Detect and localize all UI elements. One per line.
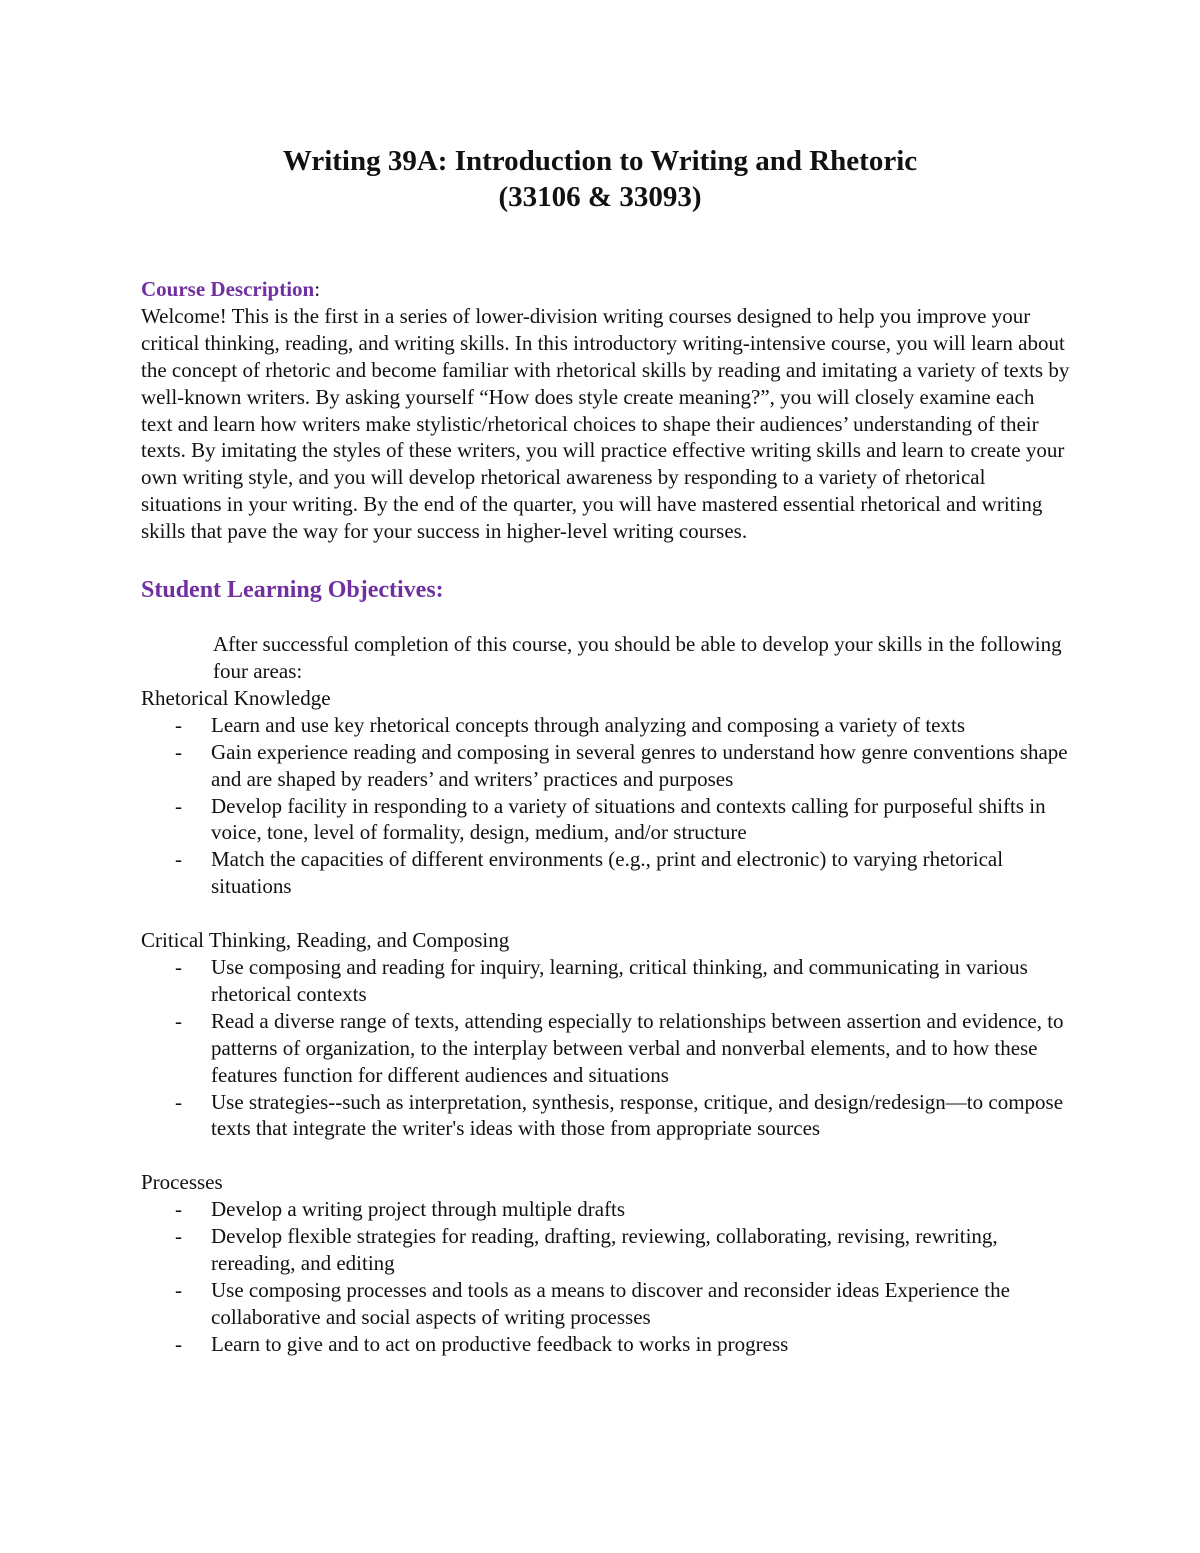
- list-item: [141, 1223, 1071, 1277]
- list-item-text: Learn to give and to act on productive feedback to works in progress: [211, 1331, 789, 1356]
- list-item: [141, 739, 1071, 793]
- bullet-dash: -: [175, 712, 182, 737]
- list-item: [141, 954, 1071, 1008]
- list-item-text: Learn and use key rhetorical concepts through analyzing and composing a variety of texts: [211, 712, 965, 737]
- list-item: [141, 712, 1071, 739]
- list-item: [141, 793, 1071, 847]
- section-label: Rhetorical Knowledge: [141, 685, 331, 710]
- objective-section-critical-thinking: [141, 927, 1071, 1142]
- list-item: [141, 1277, 1071, 1331]
- section-spacer: [141, 1142, 1071, 1169]
- bullet-dash: -: [175, 847, 182, 872]
- title-line-2: (33106 & 33093): [498, 181, 702, 213]
- bullet-dash: -: [175, 1331, 182, 1356]
- section-spacer: [141, 900, 1071, 927]
- list-item-text: Develop flexible strategies for reading, drafting, reviewing, collaborating, revising, rewriting, rereading, and editing: [211, 1224, 998, 1276]
- list-item-text: Use composing and reading for inquiry, learning, critical thinking, and communicating in various rhetorical contexts: [211, 955, 1028, 1006]
- list-item-text: Use strategies--such as interpretation, synthesis, response, critique, and design/redesign—to compose texts that integrate the writer's ideas with those from appropriate sources: [211, 1089, 1064, 1141]
- document-body: [141, 276, 1071, 1358]
- section-label: Processes: [141, 1170, 223, 1195]
- title-line-1: Writing 39A: Introduction to Writing and Rhetoric: [282, 145, 918, 177]
- list-item-text: Use composing processes and tools as a means to discover and reconsider ideas Experience the collaborative and social aspects of writing processes: [211, 1278, 1010, 1329]
- bullet-dash: -: [175, 1089, 182, 1114]
- list-item-text: Read a diverse range of texts, attending especially to relationships between assertion and evidence, to patterns of organization, to the interplay between verbal and nonverbal elements, and to how these features function for different audiences and situations: [211, 1008, 1064, 1087]
- bullet-dash: -: [175, 1224, 182, 1249]
- course-description-label: Course Description: [141, 277, 315, 301]
- bullet-dash: -: [175, 955, 182, 980]
- objectives-intro: After successful completion of this course, you should be able to develop your skills in the following four areas:: [213, 632, 1062, 683]
- objective-section-rhetorical-knowledge: [141, 685, 1071, 900]
- objective-list: [141, 712, 1071, 900]
- course-description-colon: :: [314, 277, 321, 301]
- list-item: [141, 1196, 1071, 1223]
- list-item: [141, 1331, 1071, 1358]
- list-item-text: Develop a writing project through multiple drafts: [211, 1197, 626, 1222]
- objectives-heading: Student Learning Objectives:: [141, 577, 444, 604]
- list-item-text: Gain experience reading and composing in several genres to understand how genre conventions shape and are shaped by readers’ and writers’ practices and purposes: [211, 739, 1068, 791]
- section-label: Critical Thinking, Reading, and Composing: [141, 928, 510, 953]
- bullet-dash: -: [175, 1278, 182, 1302]
- list-item: [141, 1008, 1071, 1089]
- bullet-dash: -: [175, 793, 182, 818]
- list-item-text: Develop facility in responding to a variety of situations and contexts calling for purposeful shifts in voice, tone, level of formality, design, medium, and/or structure: [211, 793, 1046, 845]
- list-item: [141, 846, 1071, 900]
- course-description-text: Welcome! This is the first in a series of lower-division writing courses designed to help you improve your critical thinking, reading, and writing skills. In this introductory writing-intensive course, you will learn about the concept of rhetoric and become familiar with rhetorical skills by reading and imitating a variety of texts by well-known writers. By asking yourself “How does style create meaning?”, you will closely examine each text and learn how writers make stylistic/rhetorical choices to shape their audiences’ understanding of their texts. By imitating the styles of these writers, you will practice effective writing skills and learn to create your own writing style, and you will develop rhetorical awareness by responding to a variety of rhetorical situations in your writing. By the end of the quarter, you will have mastered essential rhetorical and writing skills that pave the way for your success in higher-level writing courses.: [141, 303, 1070, 544]
- objective-list: [141, 954, 1071, 1142]
- document-title: [0, 143, 1200, 215]
- course-description-heading: [141, 276, 1071, 303]
- bullet-dash: -: [175, 739, 182, 764]
- list-item-text: Match the capacities of different environments (e.g., print and electronic) to varying rhetorical situations: [211, 847, 1004, 899]
- objective-section-processes: [141, 1169, 1071, 1357]
- bullet-dash: -: [175, 1197, 182, 1222]
- list-item: [141, 1089, 1071, 1143]
- bullet-dash: -: [175, 1008, 182, 1033]
- objective-list: [141, 1196, 1071, 1357]
